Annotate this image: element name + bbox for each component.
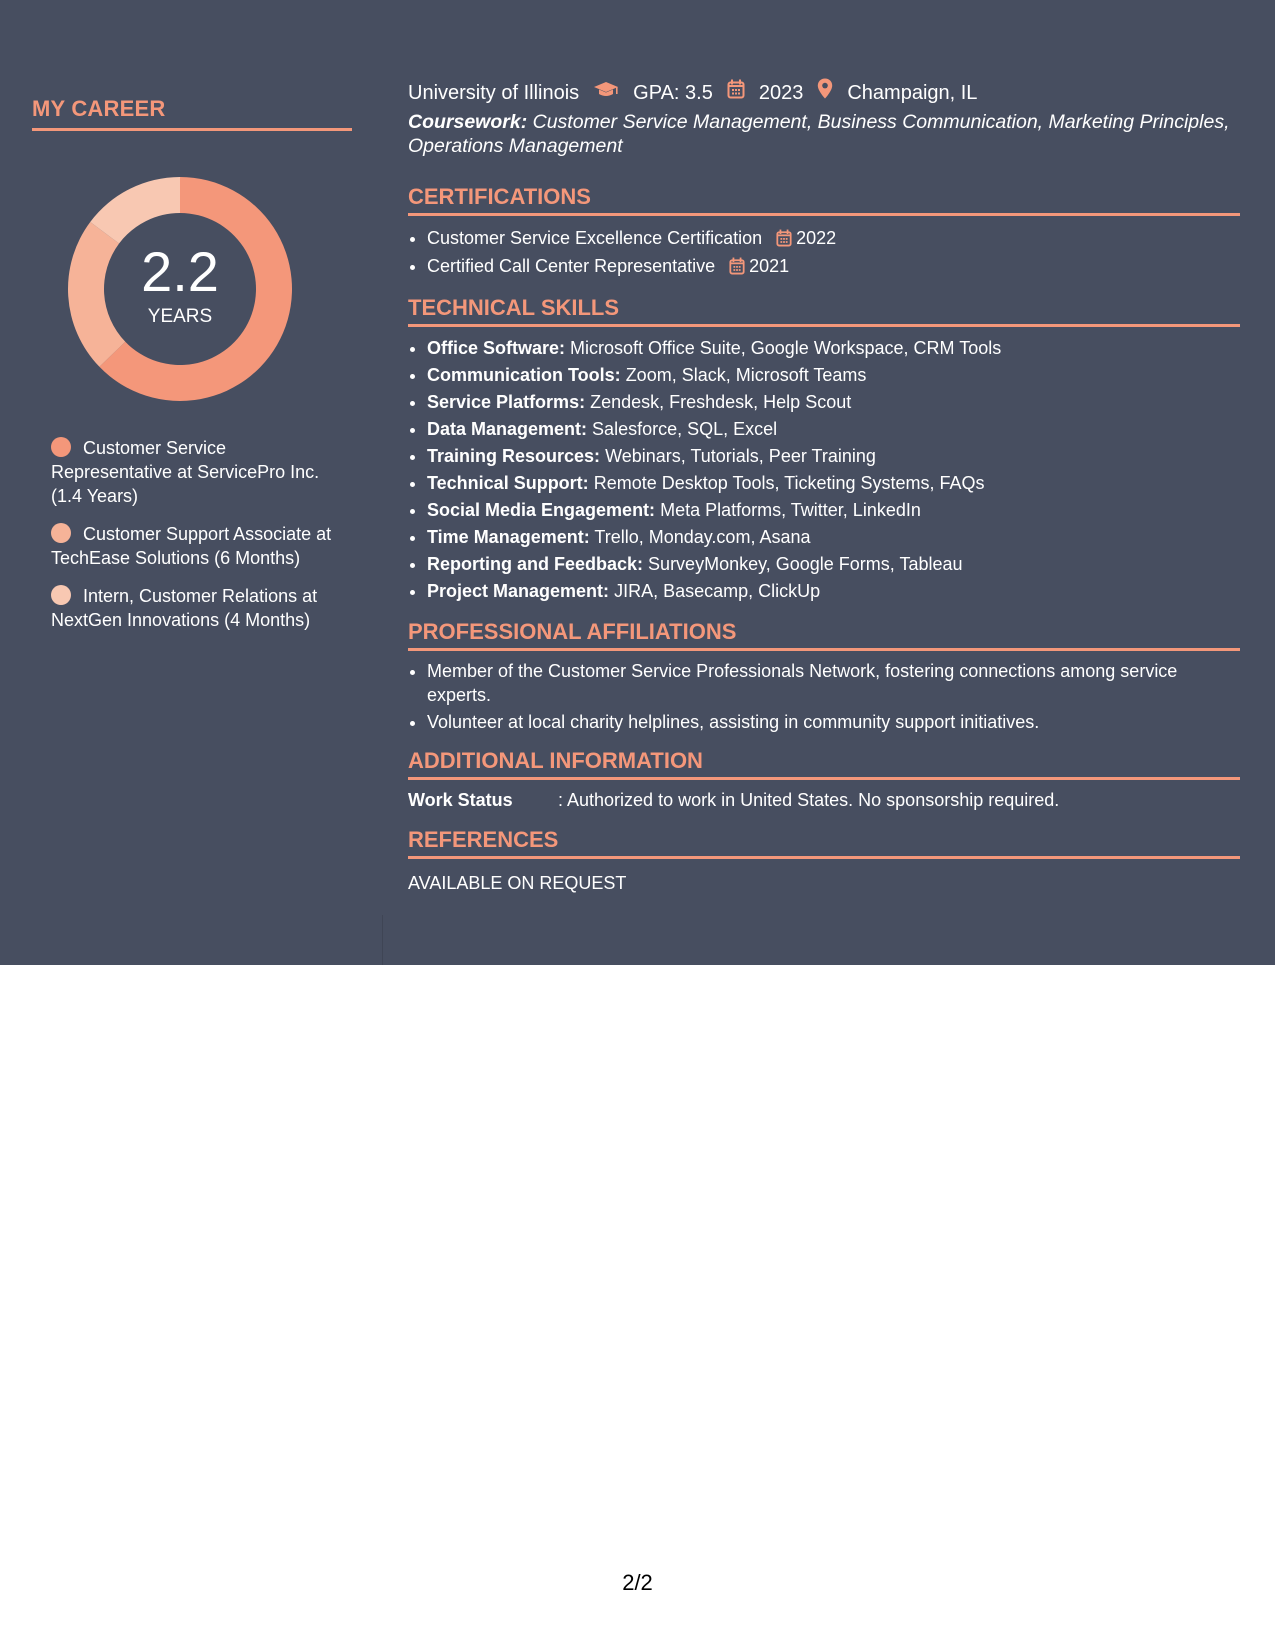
skill-label: Data Management: xyxy=(427,418,588,439)
skill-label: Training Resources: xyxy=(427,445,601,466)
legend-dot xyxy=(51,523,71,543)
donut-center xyxy=(67,176,293,402)
career-total-value: 2.2 xyxy=(141,240,219,303)
skill-value: Zoom, Slack, Microsoft Teams xyxy=(625,364,867,385)
affiliations-section xyxy=(408,619,1240,734)
calendar-icon xyxy=(729,254,749,281)
skill-value: Meta Platforms, Twitter, LinkedIn xyxy=(660,499,921,520)
references-section xyxy=(408,827,1240,894)
legend-dot xyxy=(51,437,71,457)
career-legend xyxy=(51,436,351,632)
affiliations-list xyxy=(408,659,1240,734)
skill-label: Project Management: xyxy=(427,580,610,601)
map-pin-icon xyxy=(817,78,833,108)
skill-item xyxy=(427,551,1240,578)
coursework-label: Coursework: xyxy=(408,111,528,133)
career-legend-item xyxy=(51,522,351,570)
career-legend-item xyxy=(51,584,351,632)
skill-value: Zendesk, Freshdesk, Help Scout xyxy=(590,391,852,412)
work-status-label: Work Status xyxy=(408,789,513,810)
skill-label: Social Media Engagement: xyxy=(427,499,656,520)
skill-item xyxy=(427,578,1240,605)
affiliations-title: PROFESSIONAL AFFILIATIONS xyxy=(408,619,1240,651)
gpa: GPA: 3.5 xyxy=(633,82,713,104)
coursework xyxy=(408,110,1240,158)
skill-label: Technical Support: xyxy=(427,472,589,493)
calendar-icon xyxy=(776,226,796,253)
certifications-section xyxy=(408,184,1240,281)
certifications-title: CERTIFICATIONS xyxy=(408,184,1240,216)
career-role-label: Customer Service Representative at ServicePro Inc. (1.4 Years) xyxy=(51,438,320,506)
career-legend-item xyxy=(51,436,351,508)
career-donut-chart xyxy=(67,176,293,402)
skill-value: Webinars, Tutorials, Peer Training xyxy=(605,445,876,466)
skill-item xyxy=(427,524,1240,551)
education-line xyxy=(408,78,1240,108)
skill-label: Office Software: xyxy=(427,337,566,358)
affiliation-item: • Member of the Customer Service Professionals Network, fostering connections among service experts. xyxy=(427,659,1240,707)
work-status-row xyxy=(408,790,1240,811)
skills-title: TECHNICAL SKILLS xyxy=(408,295,1240,327)
skill-label: Communication Tools: xyxy=(427,364,621,385)
skill-item xyxy=(427,497,1240,524)
skill-value: Trello, Monday.com, Asana xyxy=(594,526,811,547)
certification-item xyxy=(427,225,1240,253)
career-title: MY CAREER xyxy=(32,96,352,131)
skill-item xyxy=(427,443,1240,470)
skill-label: Service Platforms: xyxy=(427,391,586,412)
school-location: Champaign, IL xyxy=(847,82,978,104)
career-role-label: Customer Support Associate at TechEase Solutions (6 Months) xyxy=(51,524,332,568)
certification-name: Certified Call Center Representative xyxy=(427,255,716,276)
legend-dot xyxy=(51,585,71,605)
calendar-icon xyxy=(727,78,745,108)
references-text: AVAILABLE ON REQUEST xyxy=(408,872,627,893)
skill-value: Microsoft Office Suite, Google Workspace, CRM Tools xyxy=(570,337,1002,358)
skill-value: Remote Desktop Tools, Ticketing Systems, FAQs xyxy=(593,472,985,493)
certifications-list xyxy=(408,225,1240,281)
certification-year: 2021 xyxy=(749,255,790,276)
column-divider xyxy=(382,915,383,965)
skill-label: Reporting and Feedback: xyxy=(427,553,644,574)
left-column xyxy=(32,96,352,646)
skill-value: SurveyMonkey, Google Forms, Tableau xyxy=(648,553,963,574)
graduation-year: 2023 xyxy=(758,82,804,104)
work-status-value: : Authorized to work in United States. No sponsorship required. xyxy=(558,789,1060,810)
skill-item xyxy=(427,335,1240,362)
coursework-list: Customer Service Management, Business Communication, Marketing Principles, Operations Management xyxy=(408,111,1230,157)
right-column xyxy=(408,78,1240,894)
skill-item xyxy=(427,389,1240,416)
additional-section xyxy=(408,748,1240,811)
career-total-unit: YEARS xyxy=(147,306,213,327)
school-name: University of Illinois xyxy=(408,82,580,104)
certification-year: 2022 xyxy=(796,228,837,248)
page-number: 2/2 xyxy=(622,1570,653,1595)
skill-value: Salesforce, SQL, Excel xyxy=(592,418,778,439)
certification-item xyxy=(427,253,1240,281)
skill-value: JIRA, Basecamp, ClickUp xyxy=(614,580,821,601)
references-title: REFERENCES xyxy=(408,827,1240,859)
skills-section xyxy=(408,295,1240,605)
skills-list xyxy=(408,335,1240,605)
graduation-cap-icon xyxy=(593,78,619,108)
skill-item xyxy=(427,362,1240,389)
skill-label: Time Management: xyxy=(427,526,590,547)
skill-item xyxy=(427,416,1240,443)
affiliation-item: • Volunteer at local charity helplines, assisting in community support initiatives. xyxy=(427,710,1240,734)
skill-item xyxy=(427,470,1240,497)
certification-name: Customer Service Excellence Certification xyxy=(427,228,763,248)
additional-title: ADDITIONAL INFORMATION xyxy=(408,748,1240,780)
career-role-label: Intern, Customer Relations at NextGen Innovations (4 Months) xyxy=(51,586,318,630)
